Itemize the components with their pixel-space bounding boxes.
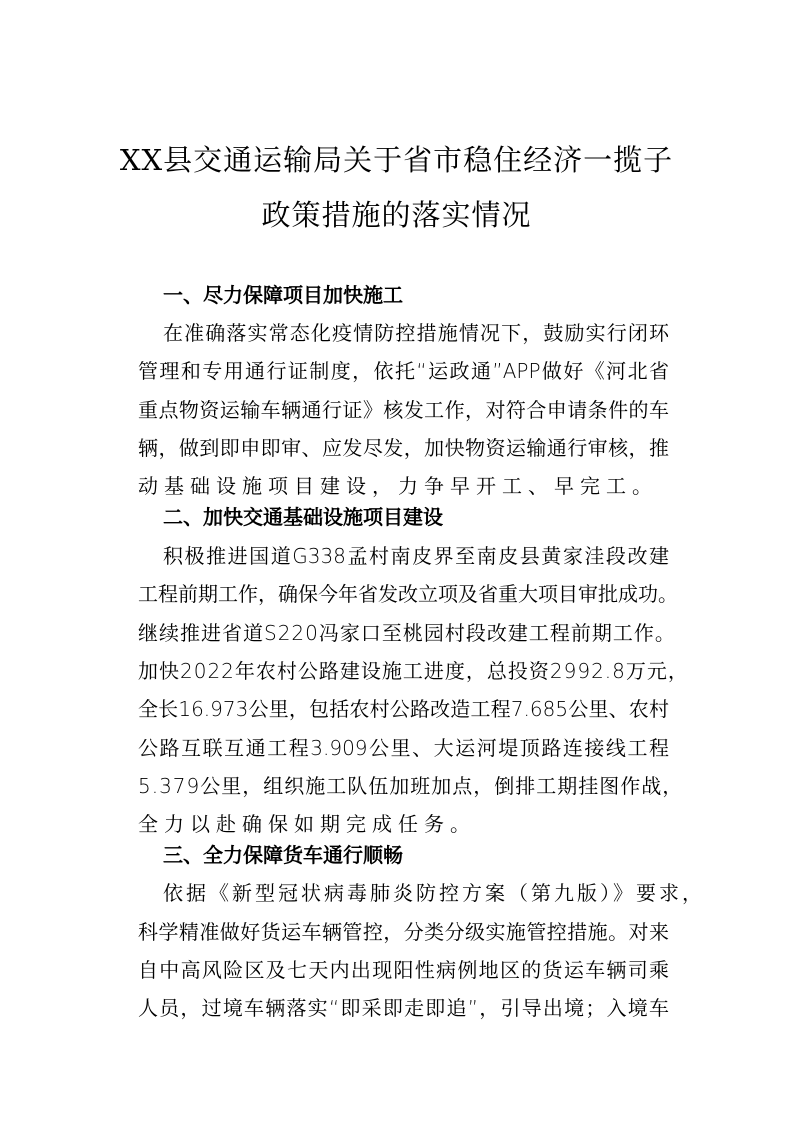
paragraph-line: 重点物资运输车辆通行证》核发工作，对符合申请条件的车 xyxy=(138,398,669,422)
paragraph-line: 管理和专用通行证制度，依托“运政通”APP做好《河北省 xyxy=(138,359,669,383)
paragraph-line: 全长16.973公里，包括农村公路改造工程7.685公里、农村 xyxy=(138,697,669,721)
paragraph-line: 自中高风险区及七天内出现阳性病例地区的货运车辆司乘 xyxy=(138,958,669,982)
section-1-heading: 一、尽力保障项目加快施工 xyxy=(163,283,403,307)
paragraph-line: 公路互联互通工程3.909公里、大运河堤顶路连接线工程 xyxy=(138,736,669,760)
document-title-line-2: 政策措施的落实情况 xyxy=(261,198,532,232)
paragraph-line: 科学精准做好货运车辆管控，分类分级实施管控措施。对来 xyxy=(138,920,669,944)
paragraph-line: 工程前期工作，确保今年省发改立项及省重大项目审批成功。 xyxy=(138,582,678,606)
paragraph-line: 人员，过境车辆落实“即采即走即追”，引导出境；入境车 xyxy=(138,996,669,1020)
paragraph-line: 加快2022年农村公路建设施工进度，总投资2992.8万元， xyxy=(138,659,689,683)
document-title-line-1: XX县交通运输局关于省市稳住经济一揽子 xyxy=(119,143,674,177)
paragraph-line: 依据《新型冠状病毒肺炎防控方案（第九版）》要求， xyxy=(163,881,705,905)
section-3-heading: 三、全力保障货车通行顺畅 xyxy=(163,843,403,867)
paragraph-line: 积极推进国道G338孟村南皮界至南皮县黄家洼段改建 xyxy=(163,544,669,568)
paragraph-line: 动基础设施项目建设，力争早开工、早完工。 xyxy=(138,474,658,498)
paragraph-line: 辆，做到即申即审、应发尽发，加快物资运输通行审核，推 xyxy=(138,436,669,460)
paragraph-line: 在准确落实常态化疫情防控措施情况下，鼓励实行闭环 xyxy=(163,321,669,345)
paragraph-line: 5.379公里，组织施工队伍加班加点，倒排工期挂图作战， xyxy=(138,774,684,798)
paragraph-line: 全力以赴确保如期完成任务。 xyxy=(138,812,476,836)
section-2-heading: 二、加快交通基础设施项目建设 xyxy=(163,505,443,529)
paragraph-line: 继续推进省道S220冯家口至桃园村段改建工程前期工作。 xyxy=(138,621,676,645)
